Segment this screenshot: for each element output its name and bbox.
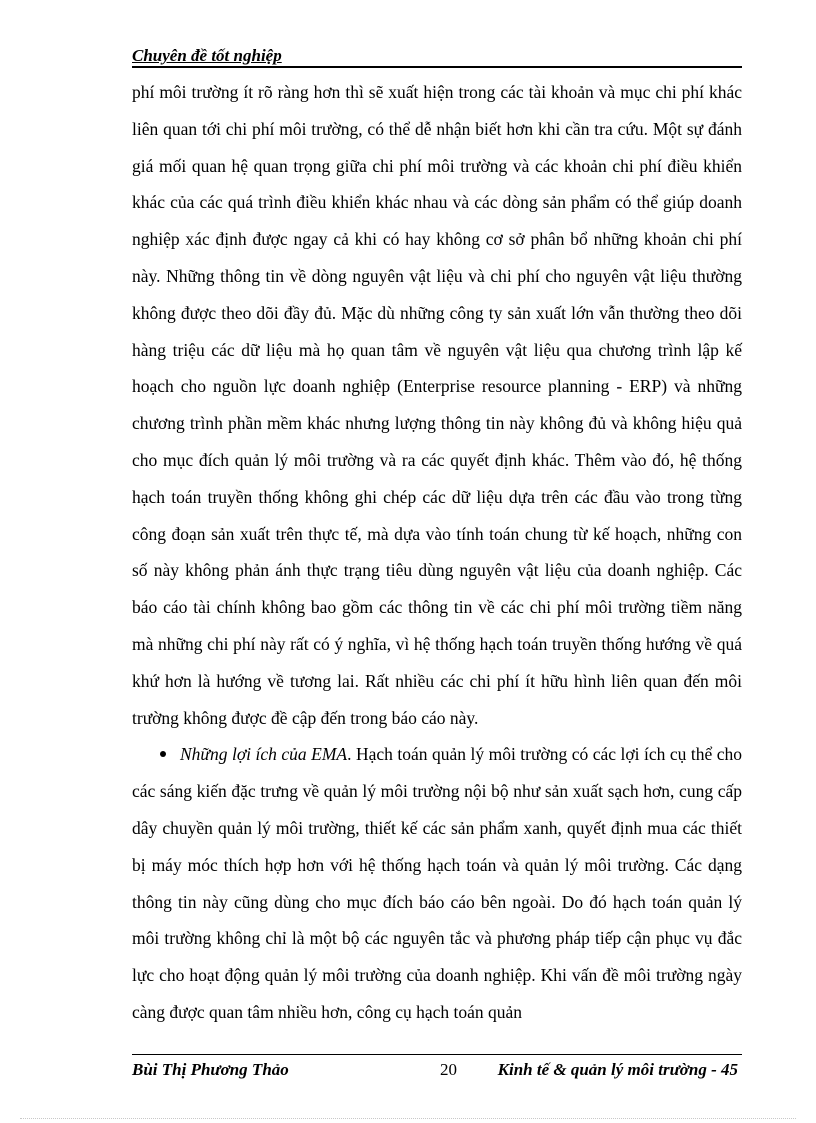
bullet-title: Những lợi ích của EMA (180, 744, 348, 765)
page-number: 20 (440, 1060, 457, 1079)
footer-department: Kinh tế & quản lý môi trường - 45 (497, 1060, 738, 1079)
page-header (132, 44, 742, 68)
bullet-icon (160, 751, 166, 757)
bullet-paragraph (132, 736, 742, 1030)
footer-author: Bùi Thị Phương Thảo (132, 1060, 289, 1079)
page-edge-divider (20, 1118, 796, 1119)
body-text (132, 74, 742, 1031)
bullet-text: . Hạch toán quản lý môi trường có các lợi ích cụ thể cho các sáng kiến đặc trưng về quản lý môi trường nội bộ như sản xuất sạch hơn, cung cấp dây chuyền quản lý môi trường, thiết kế các sản phẩm xanh, quyết định mua các thiết bị máy móc thích hợp hơn với hệ thống hạch toán và quản lý môi trường. Các dạng thông tin này cũng dùng cho mục đích báo cáo bên ngoài. Do đó hạch toán quản lý môi trường không chỉ là một bộ các nguyên tắc và phương pháp tiếp cận phục vụ đắc lực cho hoạt động quản lý môi trường của doanh nghiệp. Khi vấn đề môi trường ngày càng được quan tâm nhiều hơn, công cụ hạch toán quản (132, 744, 742, 1022)
paragraph: phí môi trường ít rõ ràng hơn thì sẽ xuất hiện trong các tài khoản và mục chi phí khác liên quan tới chi phí môi trường, có thể dễ nhận biết hơn khi cần tra cứu. Một sự đánh giá mối quan hệ quan trọng giữa chi phí môi trường và các khoản chi phí điều khiển khác của các quá trình điều khiển khác nhau và các dòng sản phẩm có thể giúp doanh nghiệp xác định được ngay cả khi có hay không cơ sở phân bổ những khoản chi phí này. Những thông tin về dòng nguyên vật liệu và chi phí cho nguyên vật liệu thường không được theo dõi đầy đủ. Mặc dù những công ty sản xuất lớn vẫn thường theo dõi hàng triệu các dữ liệu mà họ quan tâm về nguyên vật liệu qua chương trình lập kế hoạch cho nguồn lực doanh nghiệp (Enterprise resource planning - ERP) và những chương trình phần mềm khác nhưng lượng thông tin này không đủ và không hiệu quả cho mục đích quản lý môi trường và ra các quyết định khác. Thêm vào đó, hệ thống hạch toán truyền thống không ghi chép các dữ liệu dựa trên các đầu vào trong từng công đoạn sản xuất trên thực tế, mà dựa vào tính toán chung từ kế hoạch, những con số này không phản ánh thực trạng tiêu dùng nguyên vật liệu của doanh nghiệp. Các báo cáo tài chính không bao gồm các thông tin về các chi phí môi trường tiềm năng mà những chi phí này rất có ý nghĩa, vì hệ thống hạch toán truyền thống hướng về quá khứ hơn là hướng về tương lai. Rất nhiều các chi phí ít hữu hình liên quan đến môi trường không được đề cập đến trong báo cáo này. (132, 82, 742, 728)
page-footer (132, 1054, 742, 1085)
header-title: Chuyên đề tốt nghiệp (132, 46, 282, 65)
